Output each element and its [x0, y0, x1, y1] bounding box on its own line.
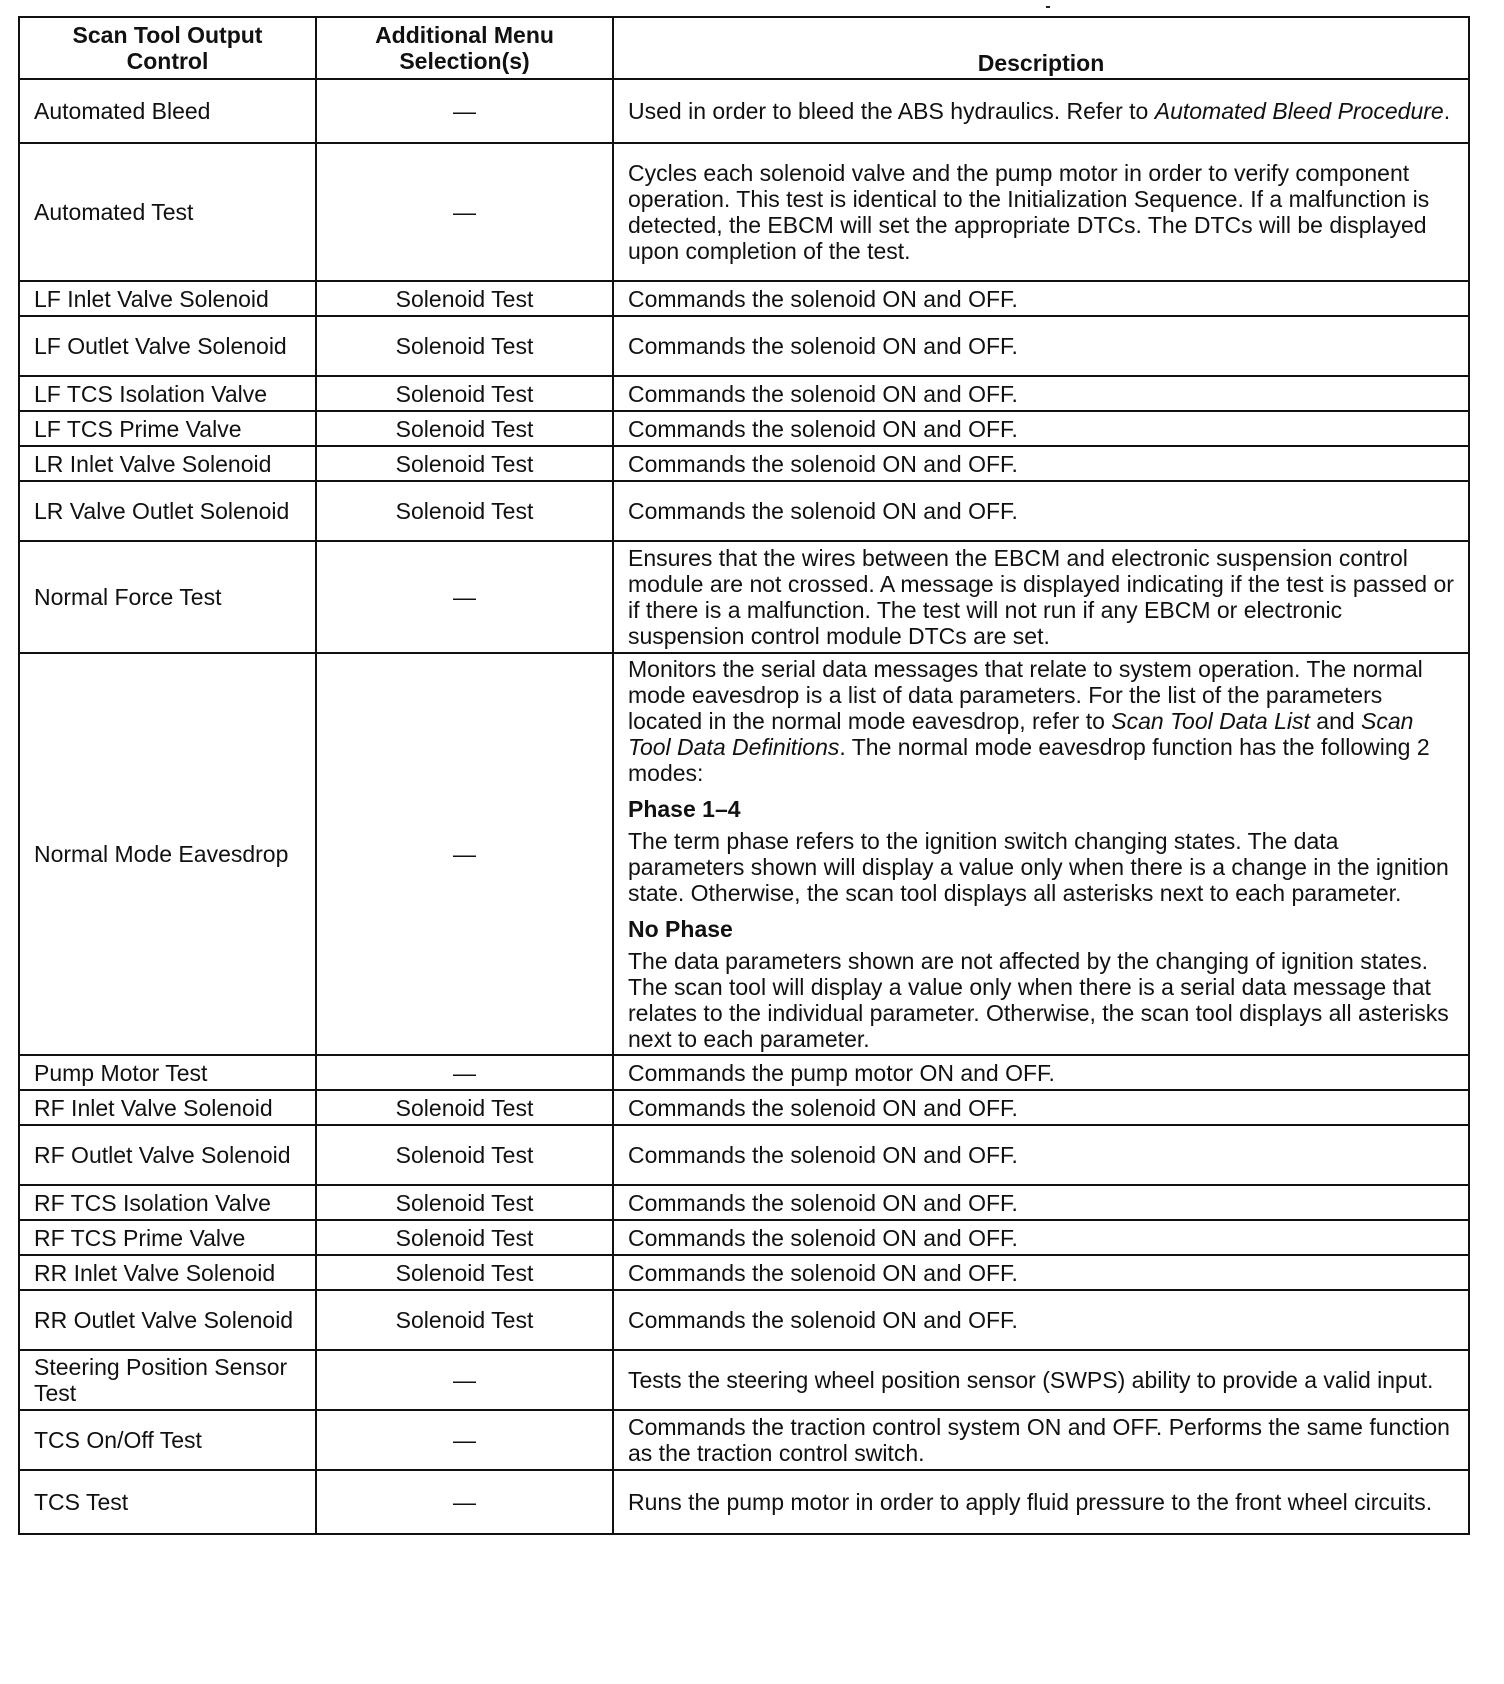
- control-cell: LR Valve Outlet Solenoid: [19, 481, 316, 541]
- table-row: [19, 316, 1469, 376]
- menu-cell: —: [316, 79, 613, 143]
- menu-cell: —: [316, 1350, 613, 1410]
- reference-link: Scan Tool Data Definitions: [628, 708, 1414, 760]
- menu-cell: —: [316, 143, 613, 281]
- table-row: [19, 1290, 1469, 1350]
- description-cell: Commands the solenoid ON and OFF.: [613, 281, 1469, 316]
- reference-link: Scan Tool Data List: [1111, 708, 1310, 734]
- control-cell: LF Outlet Valve Solenoid: [19, 316, 316, 376]
- no-phase-text: The data parameters shown are not affected by the changing of ignition states. The scan tool will display a value only when there is a serial data message that relates to the individual parameter. Otherwise, the scan tool displays all asterisks next to each parameter.: [628, 948, 1449, 1052]
- control-cell: Automated Test: [19, 143, 316, 281]
- description-cell: Commands the solenoid ON and OFF.: [613, 446, 1469, 481]
- header-control: Scan Tool Output Control: [19, 17, 316, 79]
- control-cell: RF TCS Prime Valve: [19, 1220, 316, 1255]
- menu-cell: —: [316, 653, 613, 1055]
- table-row: [19, 1090, 1469, 1125]
- header-description: Description: [613, 17, 1469, 79]
- table-row: [19, 1350, 1469, 1410]
- control-cell: Pump Motor Test: [19, 1055, 316, 1090]
- control-cell: TCS Test: [19, 1470, 316, 1534]
- description-cell: Commands the solenoid ON and OFF.: [613, 1290, 1469, 1350]
- control-cell: LF TCS Prime Valve: [19, 411, 316, 446]
- control-cell: TCS On/Off Test: [19, 1410, 316, 1470]
- menu-cell: —: [316, 1470, 613, 1534]
- table-row: [19, 1255, 1469, 1290]
- menu-cell: Solenoid Test: [316, 1255, 613, 1290]
- table-row: [19, 1055, 1469, 1090]
- menu-cell: Solenoid Test: [316, 446, 613, 481]
- menu-cell: Solenoid Test: [316, 316, 613, 376]
- reference-link: Automated Bleed Procedure: [1154, 98, 1444, 124]
- control-cell: RR Outlet Valve Solenoid: [19, 1290, 316, 1350]
- header-row: [19, 17, 1469, 79]
- control-cell: RR Inlet Valve Solenoid: [19, 1255, 316, 1290]
- description-cell: Commands the solenoid ON and OFF.: [613, 1125, 1469, 1185]
- phase-text: The term phase refers to the ignition switch changing states. The data parameters shown will display a value only when there is a change in the ignition state. Otherwise, the scan tool displays all asterisks next to each parameter.: [628, 828, 1449, 906]
- description-cell: Commands the solenoid ON and OFF.: [613, 316, 1469, 376]
- description-paragraph: [628, 656, 1454, 786]
- menu-cell: Solenoid Test: [316, 281, 613, 316]
- table-row: [19, 281, 1469, 316]
- phase-heading: Phase 1–4: [628, 796, 741, 822]
- description-cell: Commands the solenoid ON and OFF.: [613, 1090, 1469, 1125]
- description-cell: [613, 79, 1469, 143]
- menu-cell: —: [316, 1410, 613, 1470]
- control-cell: Normal Mode Eavesdrop: [19, 653, 316, 1055]
- description-cell: Ensures that the wires between the EBCM and electronic suspension control module are not crossed. A message is displayed indicating if the test is passed or if there is a malfunction. The test will not run if any EBCM or electronic suspension control module DTCs are set.: [613, 541, 1469, 653]
- control-cell: Normal Force Test: [19, 541, 316, 653]
- description-text: Monitors the serial data messages that relate to system operation. The normal mode eavesdrop is a list of data parameters. For the list of the parameters located in the normal mode eavesdrop, refer to: [628, 656, 1423, 734]
- no-phase-heading: No Phase: [628, 916, 733, 942]
- menu-cell: Solenoid Test: [316, 1220, 613, 1255]
- description-cell: Commands the solenoid ON and OFF.: [613, 411, 1469, 446]
- control-cell: LR Inlet Valve Solenoid: [19, 446, 316, 481]
- scan-tool-output-control-table: [18, 16, 1470, 1535]
- control-cell: RF Inlet Valve Solenoid: [19, 1090, 316, 1125]
- description-cell: Commands the solenoid ON and OFF.: [613, 1220, 1469, 1255]
- menu-cell: Solenoid Test: [316, 1185, 613, 1220]
- description-text: .: [1443, 98, 1451, 124]
- description-cell: Commands the pump motor ON and OFF.: [613, 1055, 1469, 1090]
- menu-cell: Solenoid Test: [316, 1125, 613, 1185]
- description-text: Used in order to bleed the ABS hydraulics. Refer to: [628, 98, 1155, 124]
- menu-cell: Solenoid Test: [316, 376, 613, 411]
- description-cell: Runs the pump motor in order to apply fluid pressure to the front wheel circuits.: [613, 1470, 1469, 1534]
- description-cell: Cycles each solenoid valve and the pump motor in order to verify component operation. This test is identical to the Initialization Sequence. If a malfunction is detected, the EBCM will set the appropriate DTCs. The DTCs will be displayed upon completion of the test.: [613, 143, 1469, 281]
- control-cell: Steering Position Sensor Test: [19, 1350, 316, 1410]
- table-row: [19, 79, 1469, 143]
- control-cell: LF TCS Isolation Valve: [19, 376, 316, 411]
- control-cell: LF Inlet Valve Solenoid: [19, 281, 316, 316]
- description-text: and: [1309, 708, 1362, 734]
- description-cell: Commands the solenoid ON and OFF.: [613, 481, 1469, 541]
- description-cell: [613, 653, 1469, 1055]
- menu-cell: —: [316, 1055, 613, 1090]
- table-row: [19, 1470, 1469, 1534]
- description-cell: Commands the solenoid ON and OFF.: [613, 376, 1469, 411]
- table-row: [19, 1410, 1469, 1470]
- table-row: [19, 376, 1469, 411]
- table-row: [19, 541, 1469, 653]
- header-menu: Additional Menu Selection(s): [316, 17, 613, 79]
- menu-cell: Solenoid Test: [316, 481, 613, 541]
- control-cell: RF TCS Isolation Valve: [19, 1185, 316, 1220]
- table-row: [19, 1185, 1469, 1220]
- description-cell: Tests the steering wheel position sensor (SWPS) ability to provide a valid input.: [613, 1350, 1469, 1410]
- table-row: [19, 446, 1469, 481]
- control-cell: RF Outlet Valve Solenoid: [19, 1125, 316, 1185]
- table-row: [19, 1125, 1469, 1185]
- menu-cell: Solenoid Test: [316, 411, 613, 446]
- description-cell: Commands the solenoid ON and OFF.: [613, 1185, 1469, 1220]
- description-text: . The normal mode eavesdrop function has the following 2 modes:: [628, 734, 1430, 786]
- menu-cell: Solenoid Test: [316, 1090, 613, 1125]
- table-row: [19, 1220, 1469, 1255]
- description-cell: Commands the traction control system ON and OFF. Performs the same function as the traction control switch.: [613, 1410, 1469, 1470]
- description-cell: Commands the solenoid ON and OFF.: [613, 1255, 1469, 1290]
- page-mark: [1046, 6, 1050, 8]
- table-row: [19, 653, 1469, 1055]
- menu-cell: Solenoid Test: [316, 1290, 613, 1350]
- control-cell: Automated Bleed: [19, 79, 316, 143]
- table-row: [19, 143, 1469, 281]
- table-row: [19, 411, 1469, 446]
- menu-cell: —: [316, 541, 613, 653]
- table-row: [19, 481, 1469, 541]
